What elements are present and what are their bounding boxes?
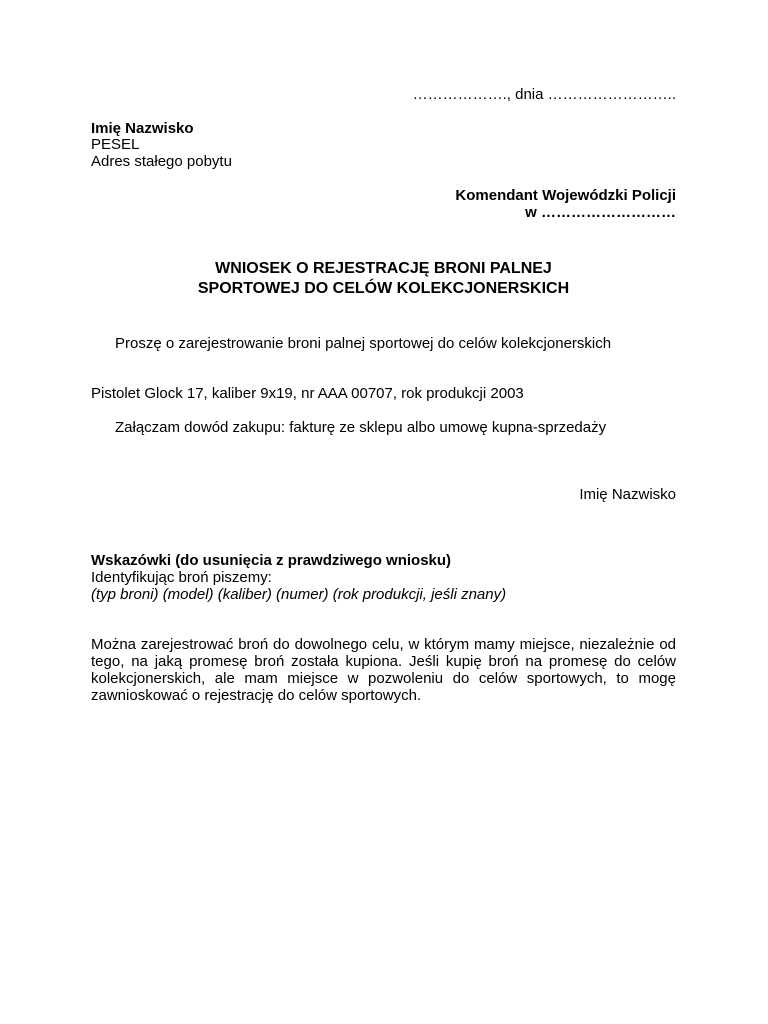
- document-title-line2: SPORTOWEJ DO CELÓW KOLEKCJONERSKICH: [197, 280, 570, 297]
- hints-heading: Wskazówki (do usunięcia z prawdziwego wniosku): [91, 552, 452, 569]
- sender-pesel: PESEL: [91, 136, 140, 153]
- sender-name: Imię Nazwisko: [91, 120, 194, 137]
- attachment-paragraph: Załączam dowód zakupu: fakturę ze sklepu albo umowę kupna-sprzedaży: [115, 419, 607, 436]
- sender-address: Adres stałego pobytu: [91, 153, 232, 170]
- hints-identify-intro: Identyfikując broń piszemy:: [91, 569, 272, 586]
- signature-name: Imię Nazwisko: [579, 486, 676, 503]
- hints-note-paragraph: Można zarejestrować broń do dowolnego celu, w którym mamy miejsce, niezależnie od tego, na jaką promesę broń została kupiona. Jeśli kupię broń na promesę do celów kolekcjonerskich, ale mam miejsce w pozwoleniu do celów sportowych, to mogę zawnioskować o rejestrację do celów sportowych.: [91, 636, 676, 704]
- recipient-title: Komendant Wojewódzki Policji: [455, 187, 676, 204]
- place-date-line: ………………., dnia ……………………..: [412, 86, 676, 103]
- hints-identify-pattern: (typ broni) (model) (kaliber) (numer) (rok produkcji, jeśli znany): [91, 586, 507, 603]
- recipient-location: w ………………………: [525, 204, 676, 221]
- document-title-line1: WNIOSEK O REJESTRACJĘ BRONI PALNEJ: [215, 260, 552, 277]
- request-paragraph: Proszę o zarejestrowanie broni palnej sportowej do celów kolekcjonerskich: [115, 335, 612, 352]
- weapon-description: Pistolet Glock 17, kaliber 9x19, nr AAA 00707, rok produkcji 2003: [91, 385, 524, 402]
